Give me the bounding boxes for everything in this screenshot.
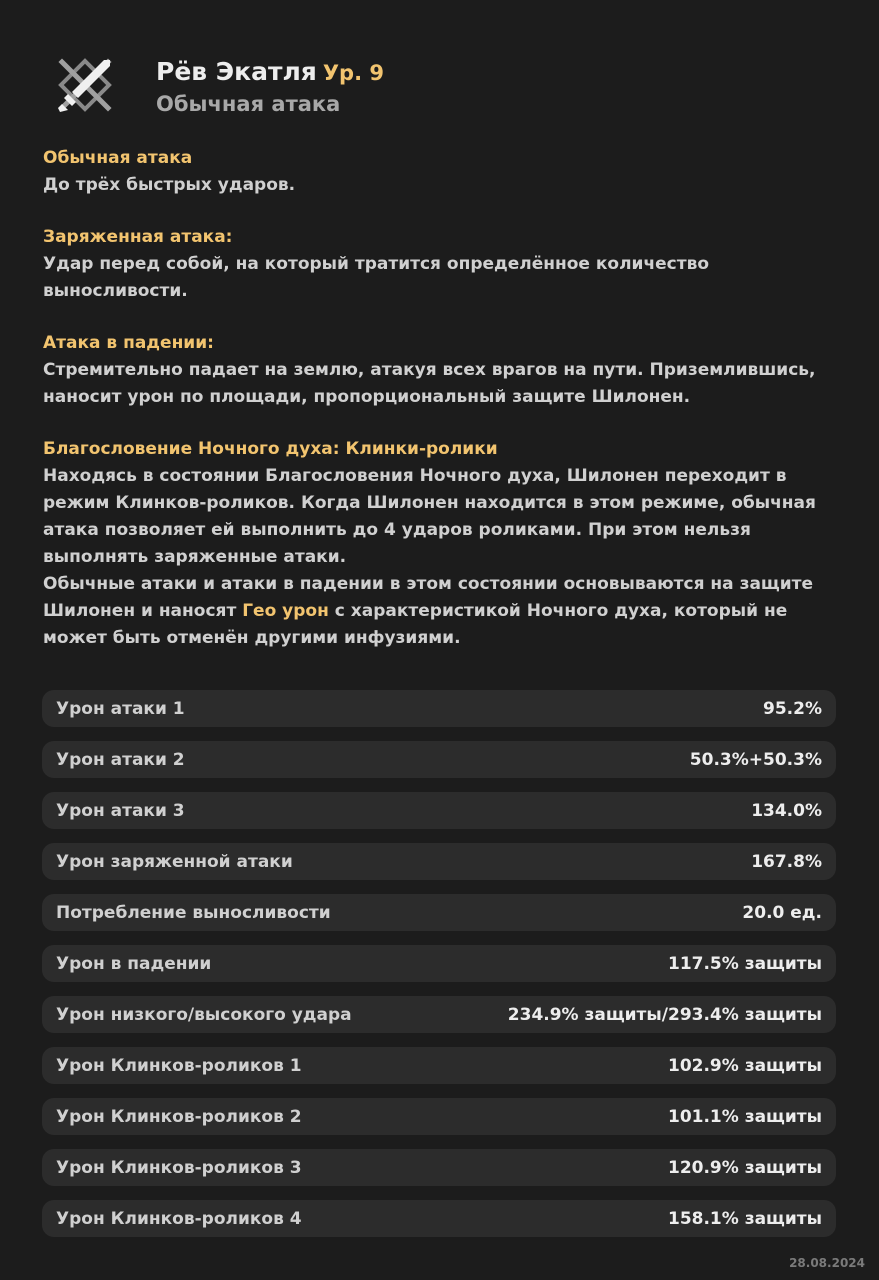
- skill-header: [54, 54, 384, 119]
- crossed-sword-icon: [54, 54, 116, 116]
- stat-value: 158.1% защиты: [667, 1208, 822, 1229]
- stat-value: 134.0%: [751, 800, 822, 821]
- stat-row: [42, 996, 836, 1033]
- stat-label: Урон атаки 1: [56, 698, 185, 719]
- stat-row: [42, 1149, 836, 1186]
- stat-value: 20.0 ед.: [742, 902, 822, 923]
- stat-value: 50.3%+50.3%: [689, 749, 822, 770]
- stat-row: [42, 894, 836, 931]
- section-title: Благословение Ночного духа: Клинки-ролики: [43, 439, 498, 459]
- stat-row: [42, 1098, 836, 1135]
- section-roller-blades: [43, 436, 833, 652]
- stat-row: [42, 1047, 836, 1084]
- section-body: Удар перед собой, на который тратится определённое количество выносливости.: [43, 254, 710, 301]
- stat-value: 167.8%: [751, 851, 822, 872]
- skill-name: Рёв Экатля: [156, 57, 317, 86]
- stat-value: 95.2%: [763, 698, 822, 719]
- stat-row: [42, 945, 836, 982]
- section-plunging-attack: [43, 330, 833, 411]
- body-text: с характеристикой Ночного духа, который не может быть отменён другими инфузиями.: [43, 601, 788, 648]
- stat-label: Урон Клинков-роликов 4: [56, 1208, 302, 1229]
- stat-row: [42, 741, 836, 778]
- stat-row: [42, 792, 836, 829]
- stat-row: [42, 1200, 836, 1237]
- stat-label: Урон атаки 2: [56, 749, 185, 770]
- section-charged-attack: [43, 224, 833, 305]
- stat-label: Урон Клинков-роликов 1: [56, 1055, 302, 1076]
- section-normal-attack: [43, 145, 833, 199]
- section-title: Заряженная атака:: [43, 227, 233, 247]
- stat-value: 102.9% защиты: [667, 1055, 822, 1076]
- stat-label: Потребление выносливости: [56, 902, 331, 923]
- stat-row: [42, 690, 836, 727]
- stat-value: 120.9% защиты: [667, 1157, 822, 1178]
- skill-description: [43, 145, 833, 677]
- section-body: Стремительно падает на землю, атакуя всех врагов на пути. Приземлившись, наносит урон по площади, пропорциональный защите Шилонен.: [43, 360, 816, 407]
- section-body: [43, 571, 833, 652]
- section-body: До трёх быстрых ударов.: [43, 175, 296, 195]
- section-title: Обычная атака: [43, 148, 193, 168]
- skill-type: Обычная атака: [156, 92, 341, 116]
- skill-title: [156, 56, 384, 89]
- stats-table: [42, 690, 836, 1251]
- stat-label: Урон в падении: [56, 953, 212, 974]
- date-stamp: 28.08.2024: [789, 1256, 865, 1270]
- stat-row: [42, 843, 836, 880]
- section-body: Находясь в состоянии Благословения Ночного духа, Шилонен переходит в режим Клинков-роликов. Когда Шилонен находится в этом режиме, обычная атака позволяет ей выполнить до 4 ударов роликами. При этом нельзя выполнять заряженные атаки.: [43, 466, 816, 567]
- section-title: Атака в падении:: [43, 333, 214, 353]
- stat-label: Урон Клинков-роликов 2: [56, 1106, 302, 1127]
- geo-damage-highlight: Гео урон: [242, 601, 329, 621]
- stat-label: Урон низкого/высокого удара: [56, 1004, 352, 1025]
- stat-label: Урон атаки 3: [56, 800, 185, 821]
- skill-level: Ур. 9: [322, 61, 384, 85]
- stat-label: Урон Клинков-роликов 3: [56, 1157, 302, 1178]
- stat-value: 101.1% защиты: [667, 1106, 822, 1127]
- body-text: Обычные атаки и атаки в падении в этом состоянии основываются на защите Шилонен и наносят: [43, 574, 814, 621]
- stat-value: 117.5% защиты: [667, 953, 822, 974]
- stat-label: Урон заряженной атаки: [56, 851, 293, 872]
- stat-value: 234.9% защиты/293.4% защиты: [507, 1004, 822, 1025]
